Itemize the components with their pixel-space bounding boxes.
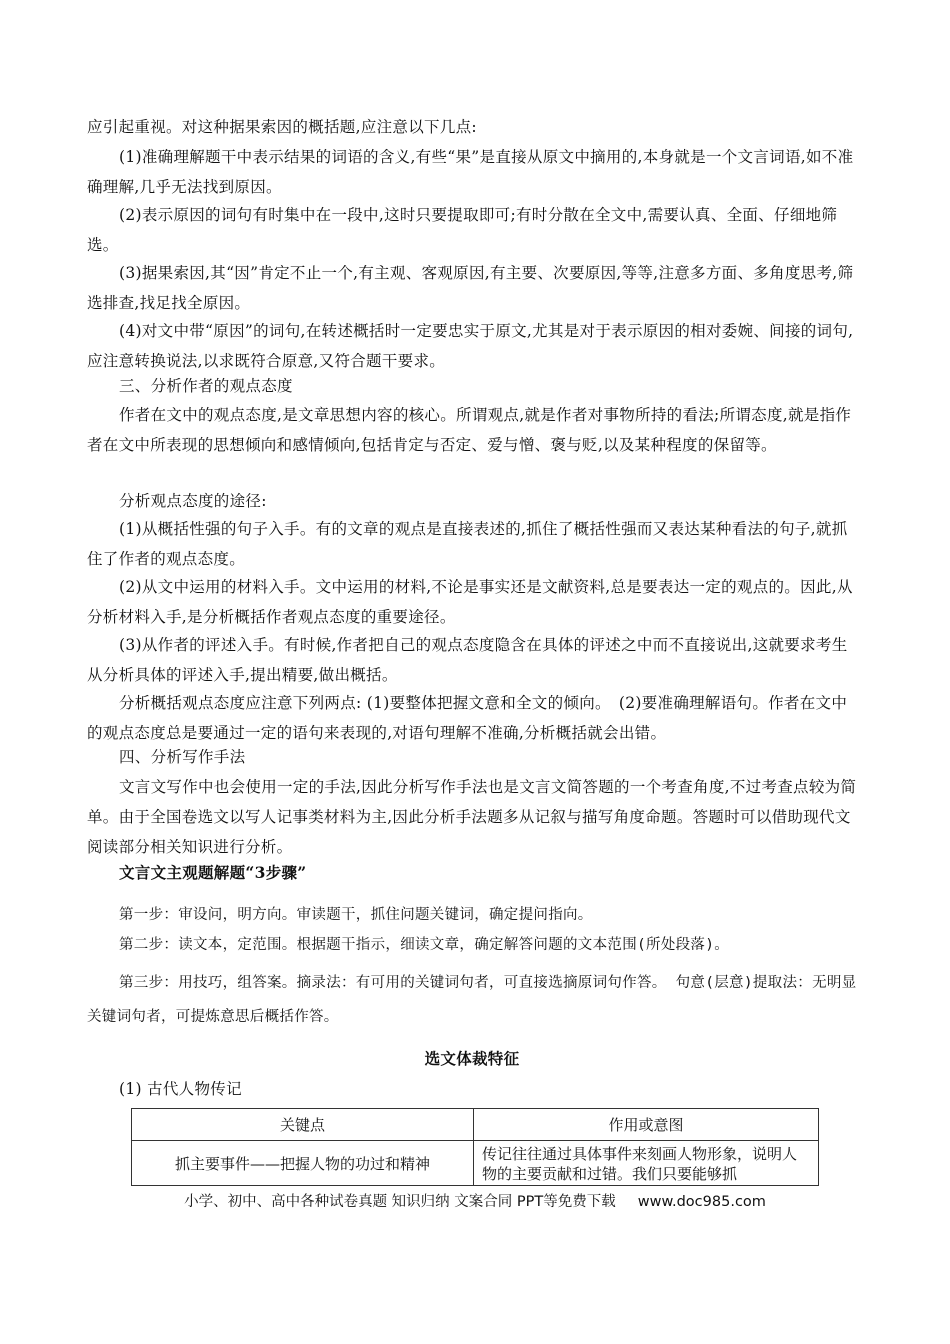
page-footer: [0, 1190, 950, 1211]
paragraph-point-3: (3)据果索因,其“因”肯定不止一个,有主观、客观原因,有主要、次要原因,等等,注意多方面、多角度思考,筛选排查,找足找全原因。: [87, 264, 854, 312]
steps-title: 文言文主观题解题“3步骤”: [119, 863, 307, 882]
footer-text: 小学、初中、高中各种试卷真题 知识归纳 文案合同 PPT等免费下载: [184, 1194, 616, 1210]
table-row: [132, 1141, 819, 1186]
table-header-row: [132, 1109, 819, 1141]
footer-url[interactable]: www.doc985.com: [637, 1194, 766, 1210]
paragraph-point-2: (2)表示原因的词句有时集中在一段中,这时只要提取即可;有时分散在全文中,需要认真、全面、仔细地筛选。: [87, 206, 838, 254]
table-header-key-point: 关键点: [132, 1109, 474, 1141]
paragraph-point-4: (4)对文中带“原因”的词句,在转述概括时一定要忠实于原文,尤其是对于表示原因的相对委婉、间接的词句,应注意转换说法,以求既符合原意,又符合题干要求。: [87, 322, 854, 370]
paragraph-way-3: (3)从作者的评述入手。有时候,作者把自己的观点态度隐含在具体的评述之中而不直接说出,这就要求考生从分析具体的评述入手,提出精要,做出概括。: [87, 636, 848, 684]
heading-section-4: 四、分析写作手法: [119, 748, 246, 766]
table-header-purpose: 作用或意图: [474, 1109, 819, 1141]
paragraph-way-2: (2)从文中运用的材料入手。文中运用的材料,不论是事实还是文献资料,总是要表达一定的观点的。因此,从分析材料入手,是分析概括作者观点态度的重要途径。: [87, 578, 853, 626]
table-cell-purpose: 传记往往通过具体事件来刻画人物形象，说明人物的主要贡献和过错。我们只要能够抓: [474, 1141, 819, 1186]
heading-section-3: 三、分析作者的观点态度: [119, 377, 293, 395]
step-2: 第二步：读文本，定范围。根据题干指示，细读文章，确定解答问题的文本范围(所处段落)。: [119, 937, 730, 953]
step-3: 第三步：用技巧，组答案。摘录法：有可用的关键词句者，可直接选摘原词句作答。 句意(层意)提取法：无明显关键词句者，可提炼意思后概括作答。: [87, 975, 857, 1025]
paragraph-point-1: (1)准确理解题干中表示结果的词语的含义,有些“果”是直接从原文中摘用的,本身就是一个文言词语,如不准确理解,几乎无法找到原因。: [87, 148, 854, 196]
paragraph-two-points: 分析概括观点态度应注意下列两点: (1)要整体把握文意和全文的倾向。 (2)要准确理解语句。作者在文中的观点态度总是要通过一定的语句来表现的,对语句理解不准确,分析概括就会出错。: [87, 694, 848, 742]
paragraph-writing-methods: 文言文写作中也会使用一定的手法,因此分析写作手法也是文言文简答题的一个考查角度,不过考查点较为简单。由于全国卷选文以写人记事类材料为主,因此分析手法题多从记叙与描写角度命题。答题时可以借助现代文阅读部分相关知识进行分析。: [87, 778, 857, 856]
step-1: 第一步：审设问，明方向。审读题干，抓住问题关键词，确定提问指向。: [119, 907, 593, 923]
subsection-title: (1) 古代人物传记: [119, 1080, 242, 1098]
genre-table: [131, 1108, 819, 1186]
paragraph-intro: 应引起重视。对这种据果索因的概括题,应注意以下几点:: [87, 118, 477, 136]
table-cell-key-point: 抓主要事件——把握人物的功过和精神: [132, 1141, 474, 1186]
section-title: 选文体裁特征: [424, 1049, 520, 1068]
paragraph-ways: 分析观点态度的途径:: [119, 492, 267, 510]
paragraph-viewpoint: 作者在文中的观点态度,是文章思想内容的核心。所谓观点,就是作者对事物所持的看法;所谓态度,就是指作者在文中所表现的思想倾向和感情倾向,包括肯定与否定、爱与憎、褒与贬,以及某种程度的保留等。: [87, 406, 852, 454]
paragraph-way-1: (1)从概括性强的句子入手。有的文章的观点是直接表述的,抓住了概括性强而又表达某种看法的句子,就抓住了作者的观点态度。: [87, 520, 848, 568]
